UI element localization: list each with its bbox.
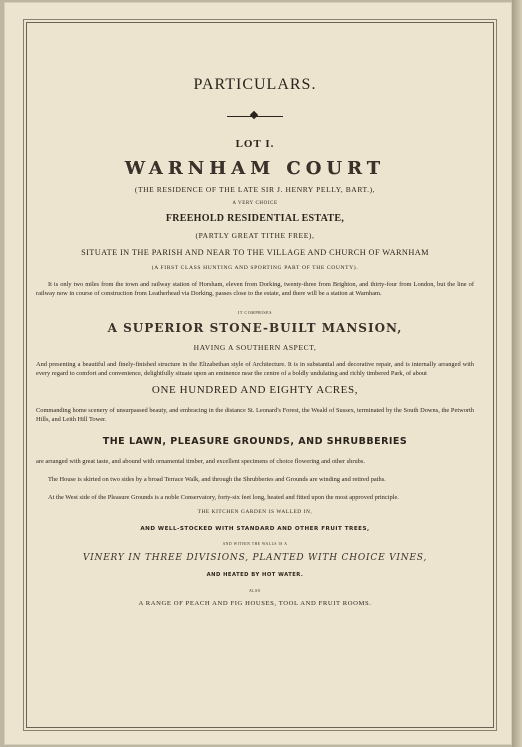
structure-paragraph: And presenting a beautiful and finely-finished structure in the Elizabethan style of Architecture. It is in substantial and decorative repair, and is internally arranged with every regard to comfort and convenience, delightfully situate upon an eminence near the centre of a boldly undulating and richly timbered Park, of about: [36, 361, 474, 377]
diamond-icon: [250, 111, 258, 119]
situate-line: SITUATE IN THE PARISH AND NEAR TO THE VILLAGE AND CHURCH OF WARNHAM: [81, 248, 429, 257]
ornamental-rule: [227, 112, 283, 120]
very-choice-line: A VERY CHOICE: [232, 201, 278, 206]
aspect-line: HAVING A SOUTHERN ASPECT,: [193, 343, 317, 352]
estate-name: WARNHAM COURT: [36, 158, 474, 179]
conservatory-paragraph: At the West side of the Pleasure Grounds is a noble Conservatory, forty-six feet long, heated and fitted upon the most approved principle.: [48, 494, 399, 501]
acres-heading: ONE HUNDRED AND EIGHTY ACRES,: [151, 384, 359, 396]
lawn-heading: THE LAWN, PLEASURE GROUNDS, AND SHRUBBERIES: [102, 436, 408, 447]
location-paragraph: It is only two miles from the town and railway station of Horsham, eleven from Dorking, twenty-three from Brighton, and thirty-four from London, but the line of railway now in course of construction from Leatherhead via Dorking, passes close to the estate, and there will be a station at Warnham.: [36, 281, 474, 297]
heated-line: AND HEATED BY HOT WATER.: [206, 572, 304, 578]
page-title: PARTICULARS.: [193, 76, 317, 93]
within-line: AND WITHIN THE WALLS IS A: [222, 542, 288, 546]
page-edge: [512, 0, 522, 747]
kitchen-line: THE KITCHEN GARDEN IS WALLED IN,: [197, 509, 313, 515]
hunting-line: (A FIRST CLASS HUNTING AND SPORTING PART OF THE COUNTY).: [151, 265, 359, 271]
arranged-paragraph: are arranged with great taste, and abound with ornamental timber, and excellent specimens of choice flowering and other shrubs.: [36, 458, 365, 465]
scenery-paragraph: Commanding home scenery of unsurpassed beauty, and embracing in the distance St. Leonard's Forest, the Weald of Sussex, terminated by the South Downs, the Petworth Hills, and Leith Hill Tower.: [36, 407, 474, 423]
range-line: A RANGE OF PEACH AND FIG HOUSES, TOOL AND FRUIT ROOMS.: [138, 600, 372, 607]
document-content: [36, 76, 474, 607]
tithe-line: (PARTLY GREAT TITHE FREE),: [195, 231, 315, 240]
fruit-line: AND WELL-STOCKED WITH STANDARD AND OTHER FRUIT TREES,: [140, 526, 370, 532]
vinery-heading: VINERY IN THREE DIVISIONS, PLANTED WITH CHOICE VINES,: [82, 553, 428, 563]
estate-type: FREEHOLD RESIDENTIAL ESTATE,: [165, 213, 345, 224]
also-line: ALSO: [249, 589, 261, 593]
house-paragraph: The House is skirted on two sides by a broad Terrace Walk, and through the Shrubberies and Grounds are winding and retired paths.: [48, 476, 386, 483]
lot-number: LOT I.: [235, 138, 275, 150]
comprises-line: IT COMPRISES: [237, 310, 273, 315]
mansion-heading: A SUPERIOR STONE-BUILT MANSION,: [107, 321, 403, 335]
residence-line: (THE RESIDENCE OF THE LATE SIR J. HENRY PELLY, BART.),: [134, 185, 376, 194]
